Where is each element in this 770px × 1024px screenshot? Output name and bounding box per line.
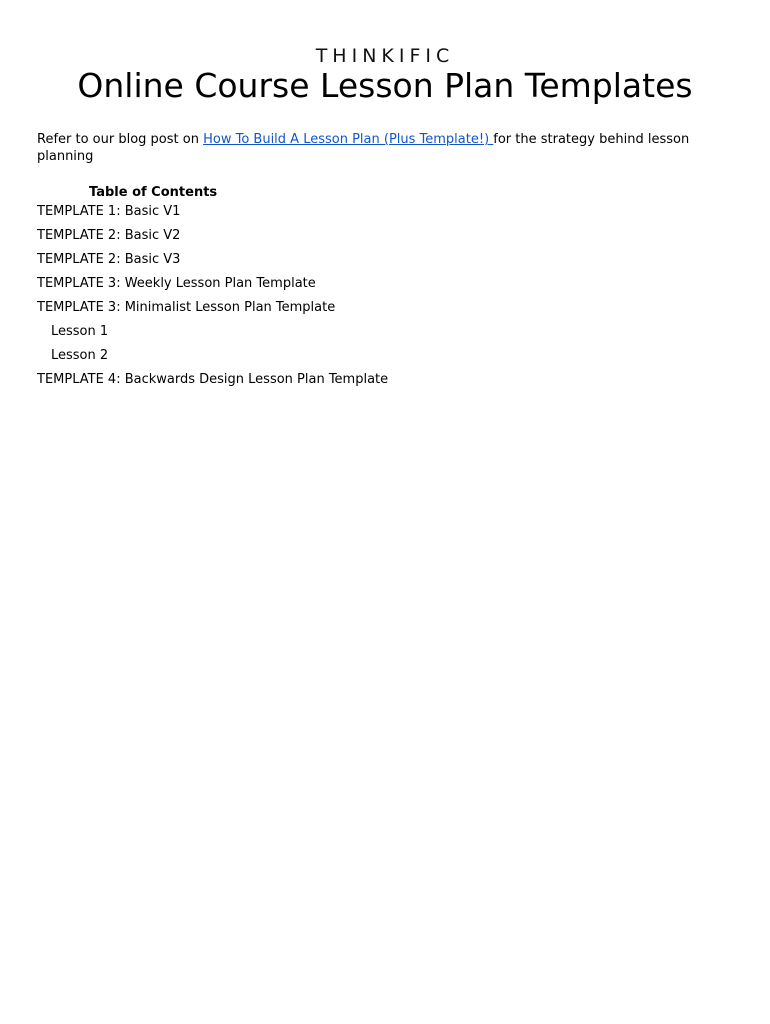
toc-item-template-3-weekly[interactable] <box>37 275 388 299</box>
toc-link[interactable]: TEMPLATE 1: Basic V1 <box>37 204 181 219</box>
page-title: Online Course Lesson Plan Templates <box>77 66 693 105</box>
toc-item-template-4-backwards-design[interactable] <box>37 371 388 395</box>
toc-item-lesson-2[interactable] <box>37 347 388 371</box>
toc-link[interactable]: TEMPLATE 2: Basic V2 <box>37 228 181 243</box>
toc-link[interactable]: TEMPLATE 2: Basic V3 <box>37 252 181 267</box>
table-of-contents <box>37 203 388 395</box>
blog-post-link[interactable]: How To Build A Lesson Plan (Plus Template!) <box>203 132 494 147</box>
intro-text-after: for the strategy behind lesson planning <box>37 132 690 164</box>
thinkific-logo: THINKIFIC <box>315 45 455 67</box>
toc-link[interactable]: Lesson 1 <box>51 324 109 339</box>
toc-link[interactable]: TEMPLATE 4: Backwards Design Lesson Plan Template <box>37 372 389 387</box>
toc-link[interactable]: Lesson 2 <box>51 348 109 363</box>
toc-item-template-2-basic-v3[interactable] <box>37 251 388 275</box>
toc-link[interactable]: TEMPLATE 3: Weekly Lesson Plan Template <box>37 276 316 291</box>
toc-item-template-2-basic-v2[interactable] <box>37 227 388 251</box>
toc-heading: Table of Contents <box>89 185 218 200</box>
intro-text-before: Refer to our blog post on <box>37 132 204 147</box>
toc-link[interactable]: TEMPLATE 3: Minimalist Lesson Plan Template <box>37 300 336 315</box>
toc-item-template-3-minimalist[interactable] <box>37 299 388 323</box>
intro-paragraph <box>37 131 727 165</box>
toc-item-template-1-basic-v1[interactable] <box>37 203 388 227</box>
toc-item-lesson-1[interactable] <box>37 323 388 347</box>
